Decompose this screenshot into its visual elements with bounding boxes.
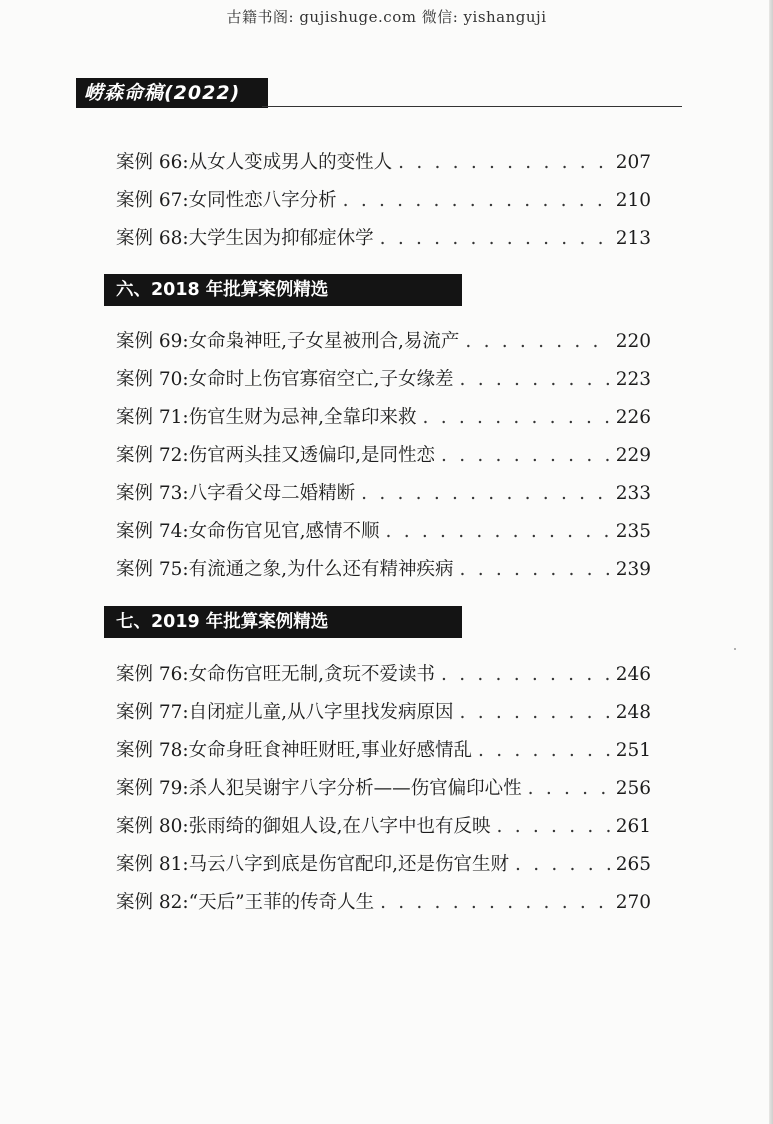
toc-entry[interactable] — [116, 888, 651, 918]
dot-leader — [478, 740, 610, 761]
case-label: 案例 69: — [116, 331, 189, 352]
case-label: 案例 76: — [116, 664, 189, 685]
toc-entry[interactable] — [116, 327, 651, 357]
page-number: 270 — [615, 892, 651, 913]
book-title-banner: 崂森命稿(2022) — [76, 78, 268, 108]
toc-entry[interactable] — [116, 812, 651, 842]
dot-leader — [398, 152, 610, 173]
case-title: 女同性恋八字分析 — [188, 190, 337, 211]
header-rule — [262, 106, 682, 107]
dot-leader — [497, 816, 610, 837]
dot-leader — [380, 228, 610, 249]
case-title: “天后”王菲的传奇人生 — [188, 892, 375, 913]
toc-entry[interactable] — [116, 555, 651, 585]
case-label: 案例 74: — [116, 521, 189, 542]
case-label: 案例 80: — [116, 816, 189, 837]
toc-entry[interactable] — [116, 224, 651, 254]
page-number: 210 — [615, 190, 651, 211]
case-title: 有流通之象,为什么还有精神疾病 — [188, 559, 454, 580]
toc-entry[interactable] — [116, 517, 651, 547]
page-number: 213 — [615, 228, 651, 249]
case-title: 大学生因为抑郁症休学 — [188, 228, 374, 249]
page-number: 265 — [615, 854, 651, 875]
toc-entry[interactable] — [116, 479, 651, 509]
toc-entry[interactable] — [116, 365, 651, 395]
case-title: 女命时上伤官寡宿空亡,子女缘差 — [188, 369, 454, 390]
case-title: 杀人犯吴谢宇八字分析——伤官偏印心性 — [188, 778, 522, 799]
dot-leader — [343, 190, 610, 211]
page-number: 239 — [615, 559, 651, 580]
toc-entry[interactable] — [116, 403, 651, 433]
case-label: 案例 81: — [116, 854, 189, 875]
dot-leader — [441, 445, 610, 466]
case-label: 案例 77: — [116, 702, 189, 723]
page-edge — [769, 0, 773, 1124]
dot-leader — [465, 331, 609, 352]
case-label: 案例 73: — [116, 483, 189, 504]
scan-speck — [734, 648, 736, 650]
case-label: 案例 67: — [116, 190, 189, 211]
dot-leader — [361, 483, 610, 504]
watermark: 古籍书阁: gujishuge.com 微信: yishanguji — [226, 8, 547, 26]
case-label: 案例 79: — [116, 778, 189, 799]
dot-leader — [380, 892, 610, 913]
case-title: 女命枭神旺,子女星被刑合,易流产 — [188, 331, 460, 352]
case-label: 案例 82: — [116, 892, 189, 913]
dot-leader — [441, 664, 610, 685]
case-label: 案例 68: — [116, 228, 189, 249]
case-title: 自闭症儿童,从八字里找发病原因 — [188, 702, 454, 723]
toc-entry[interactable] — [116, 850, 651, 880]
page-number: 220 — [615, 331, 651, 352]
dot-leader — [460, 559, 610, 580]
case-title: 女命身旺食神旺财旺,事业好感情乱 — [188, 740, 473, 761]
section-header-2018: 六、2018 年批算案例精选 — [104, 274, 462, 306]
dot-leader — [460, 369, 610, 390]
case-title: 伤官生财为忌神,全靠印来救 — [188, 407, 417, 428]
toc-entry[interactable] — [116, 441, 651, 471]
dot-leader — [515, 854, 610, 875]
page-number: 233 — [615, 483, 651, 504]
toc-entry[interactable] — [116, 736, 651, 766]
page-number: 251 — [615, 740, 651, 761]
toc-entry[interactable] — [116, 186, 651, 216]
case-title: 八字看父母二婚精断 — [188, 483, 356, 504]
page-number: 226 — [615, 407, 651, 428]
case-label: 案例 72: — [116, 445, 189, 466]
case-label: 案例 70: — [116, 369, 189, 390]
case-label: 案例 75: — [116, 559, 189, 580]
page-number: 229 — [615, 445, 651, 466]
page-number: 235 — [615, 521, 651, 542]
toc-entry[interactable] — [116, 148, 651, 178]
case-title: 女命伤官见官,感情不顺 — [188, 521, 380, 542]
page-number: 248 — [615, 702, 651, 723]
dot-leader — [423, 407, 610, 428]
page-number: 261 — [615, 816, 651, 837]
toc-entry[interactable] — [116, 698, 651, 728]
page-number: 256 — [615, 778, 651, 799]
case-title: 马云八字到底是伤官配印,还是伤官生财 — [188, 854, 510, 875]
case-label: 案例 71: — [116, 407, 189, 428]
case-title: 伤官两头挂又透偏印,是同性恋 — [188, 445, 436, 466]
dot-leader — [460, 702, 610, 723]
dot-leader — [386, 521, 610, 542]
case-title: 张雨绮的御姐人设,在八字中也有反映 — [188, 816, 491, 837]
case-label: 案例 78: — [116, 740, 189, 761]
dot-leader — [528, 778, 610, 799]
case-label: 案例 66: — [116, 152, 189, 173]
page-number: 207 — [615, 152, 651, 173]
page-number: 223 — [615, 369, 651, 390]
toc-entry[interactable] — [116, 660, 651, 690]
toc-entry[interactable] — [116, 774, 651, 804]
case-title: 女命伤官旺无制,贪玩不爱读书 — [188, 664, 436, 685]
page-number: 246 — [615, 664, 651, 685]
section-header-2019: 七、2019 年批算案例精选 — [104, 606, 462, 638]
case-title: 从女人变成男人的变性人 — [188, 152, 393, 173]
